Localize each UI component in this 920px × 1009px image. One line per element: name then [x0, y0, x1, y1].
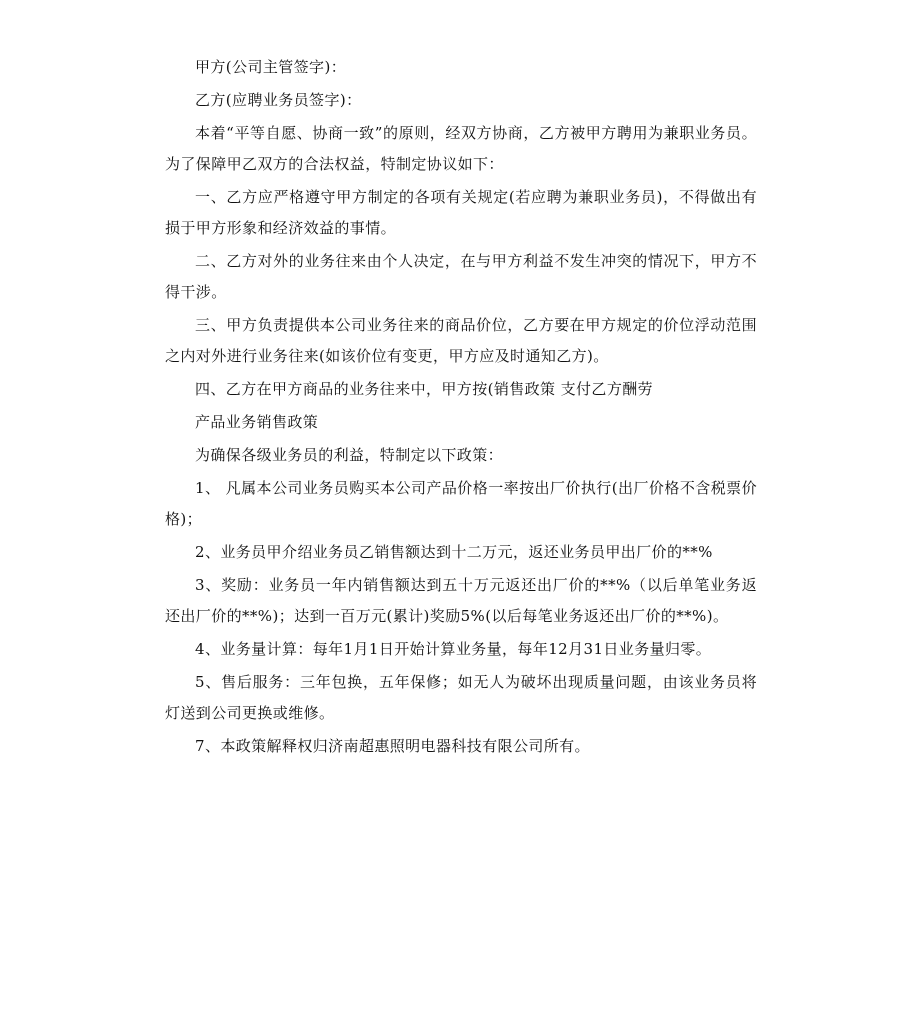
party-b-signature-line: 乙方(应聘业务员签字)：	[195, 91, 362, 109]
policy-item-1: 1、 凡属本公司业务员购买本公司产品价格一率按出厂价执行(出厂价格不含税票价格)；	[165, 479, 757, 528]
policy-item-5: 5、售后服务：三年包换，五年保修；如无人为破坏出现质量问题，由该业务员将灯送到公司更换或维修。	[165, 673, 757, 722]
policy-item-7: 7、本政策解释权归济南超惠照明电器科技有限公司所有。	[195, 737, 590, 755]
policy-heading: 产品业务销售政策	[195, 413, 319, 431]
policy-intro: 为确保各级业务员的利益，特制定以下政策：	[195, 446, 504, 464]
party-a-signature-line: 甲方(公司主管签字)：	[195, 58, 347, 76]
agreement-preamble: 本着“平等自愿、协商一致”的原则，经双方协商，乙方被甲方聘用为兼职业务员。为了保障甲乙双方的合法权益，特制定协议如下：	[165, 124, 757, 173]
clause-3: 三、甲方负责提供本公司业务往来的商品价位，乙方要在甲方规定的价位浮动范围之内对外进行业务往来(如该价位有变更，甲方应及时通知乙方)。	[165, 316, 757, 365]
document-body	[165, 52, 757, 764]
policy-item-4: 4、业务量计算：每年1月1日开始计算业务量，每年12月31日业务量归零。	[195, 640, 712, 658]
policy-item-3: 3、奖励：业务员一年内销售额达到五十万元返还出厂价的**%（以后单笔业务返还出厂价的**%)；达到一百万元(累计)奖励5%(以后每笔业务返还出厂价的**%)。	[165, 576, 757, 625]
clause-1: 一、乙方应严格遵守甲方制定的各项有关规定(若应聘为兼职业务员)，不得做出有损于甲方形象和经济效益的事情。	[165, 188, 757, 237]
policy-item-2: 2、业务员甲介绍业务员乙销售额达到十二万元，返还业务员甲出厂价的**%	[195, 543, 713, 561]
clause-2: 二、乙方对外的业务往来由个人决定，在与甲方利益不发生冲突的情况下，甲方不得干涉。	[165, 252, 757, 301]
clause-4: 四、乙方在甲方商品的业务往来中，甲方按(销售政策 支付乙方酬劳	[195, 380, 654, 398]
